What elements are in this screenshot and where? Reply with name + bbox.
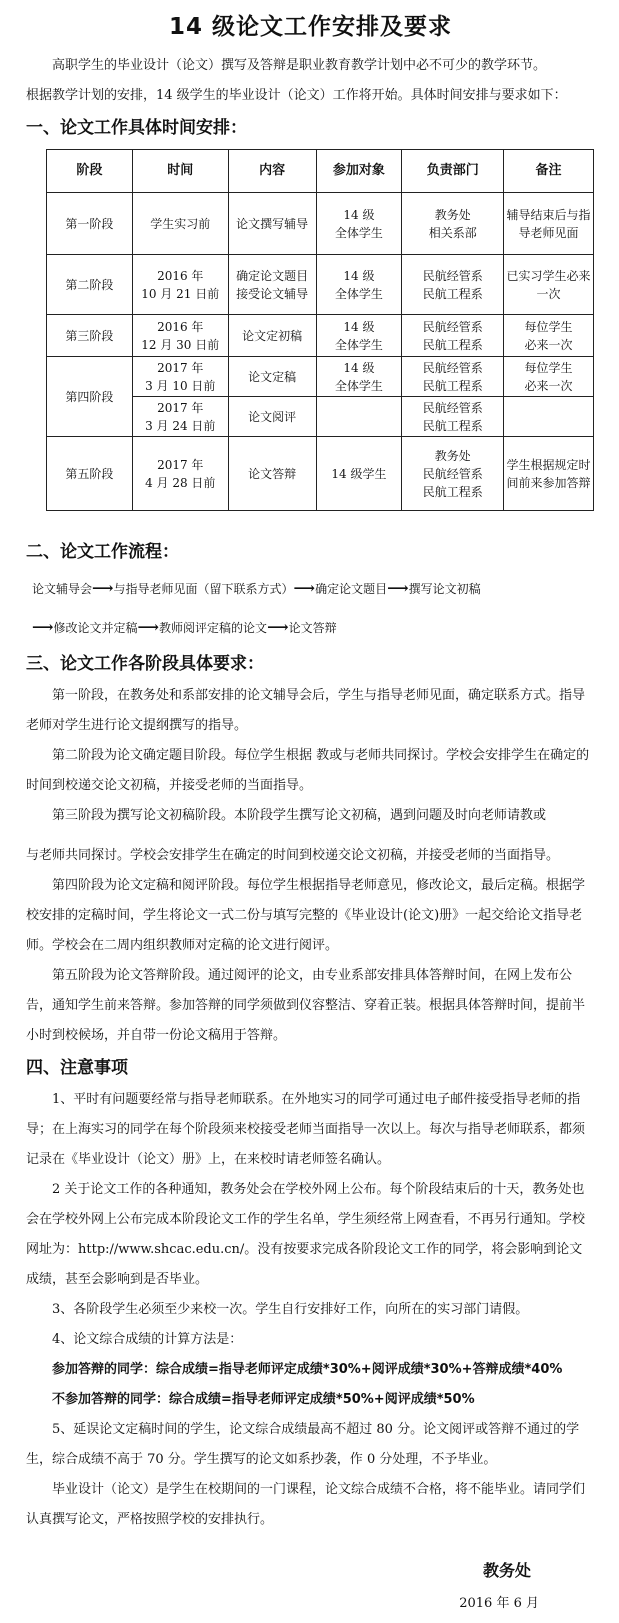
col-header-content: 内容 <box>228 150 316 193</box>
table-cell: 教务处 民航经管系 民航工程系 <box>402 437 504 511</box>
table-cell: 论文答辩 <box>228 437 316 511</box>
table-row <box>47 255 594 315</box>
flow-step: 教师阅评定稿的论文 <box>159 621 268 635</box>
arrow-right-icon: ⟶ <box>267 618 289 636</box>
note-paragraph: 5、延误论文定稿时间的学生，论文综合成绩最高不超过 80 分。论文阅评或答辩不通过的学生，综合成绩不高于 70 分。学生撰写的论文如系抄袭，作 0 分处理，不予毕业。 <box>26 1422 580 1467</box>
intro-paragraph-2: 根据教学计划的安排，14 级学生的毕业设计（论文）工作将开始。具体时间安排与要求如下： <box>26 88 567 103</box>
arrow-right-icon: ⟶ <box>32 618 54 636</box>
table-cell: 每位学生 必来一次 <box>504 357 594 397</box>
table-cell: 14 级 全体学生 <box>316 255 402 315</box>
table-header-row <box>47 150 594 193</box>
table-cell: 民航经管系 民航工程系 <box>402 255 504 315</box>
stage-paragraph: 与老师共同探讨。学校会安排学生在确定的时间到校递交论文初稿，并接受老师的当面指导。 <box>26 848 560 863</box>
table-cell: 第四阶段 <box>47 357 133 437</box>
table-cell: 学生根据规定时间前来参加答辩 <box>504 437 594 511</box>
section-3-heading: 三、论文工作各阶段具体要求： <box>26 654 264 674</box>
arrow-right-icon: ⟶ <box>387 579 409 597</box>
stage-paragraph: 第四阶段为论文定稿和阅评阶段。每位学生根据指导老师意见，修改论文，最后定稿。根据学校安排的定稿时间，学生将论文一式二份与填写完整的《毕业设计(论文)册》一起交给论文指导老师。学校会在二周内组织教师对定稿的论文进行阅评。 <box>26 878 586 953</box>
page-title: 14 级论文工作安排及要求 <box>168 14 452 40</box>
flow-step: 修改论文并定稿 <box>53 621 138 635</box>
table-cell: 教务处 相关系部 <box>402 193 504 255</box>
stage-paragraph: 第三阶段为撰写论文初稿阶段。本阶段学生撰写论文初稿，遇到问题及时向老师请教或 <box>52 808 547 823</box>
table-cell: 已实习学生必来一次 <box>504 255 594 315</box>
table-cell: 民航经管系 民航工程系 <box>402 315 504 357</box>
table-cell: 论文定稿 <box>228 357 316 397</box>
table-cell: 2017 年 4 月 28 日前 <box>132 437 228 511</box>
stage-paragraph: 第五阶段为论文答辩阶段。通过阅评的论文，由专业系部安排具体答辩时间，在网上发布公告，通知学生前来答辩。参加答辩的同学须做到仪容整洁、穿着正装。根据具体答辩时间，提前半小时到校候场，并自带一份论文稿用于答辩。 <box>26 968 586 1043</box>
col-header-participants: 参加对象 <box>316 150 402 193</box>
table-cell: 论文阅评 <box>228 397 316 437</box>
table-cell: 2017 年 3 月 10 日前 <box>132 357 228 397</box>
table-cell: 学生实习前 <box>132 193 228 255</box>
table-cell: 论文定初稿 <box>228 315 316 357</box>
section-1-heading: 一、论文工作具体时间安排： <box>26 118 247 138</box>
arrow-right-icon: ⟶ <box>293 579 316 597</box>
schedule-table <box>46 149 594 511</box>
table-cell: 确定论文题目接受论文辅导 <box>228 255 316 315</box>
note-paragraph: 毕业设计（论文）是学生在校期间的一门课程，论文综合成绩不合格，将不能毕业。请同学们认真撰写论文，严格按照学校的安排执行。 <box>26 1482 586 1527</box>
workflow-line-1 <box>32 569 595 608</box>
table-cell: 第五阶段 <box>47 437 133 511</box>
table-cell: 14 级 全体学生 <box>316 315 402 357</box>
table-row <box>47 315 594 357</box>
table-row <box>47 357 594 397</box>
note-paragraph: 4、论文综合成绩的计算方法是： <box>52 1332 243 1347</box>
formula-without-defense: 不参加答辩的同学：综合成绩=指导老师评定成绩*50%+阅评成绩*50% <box>52 1392 475 1407</box>
col-header-remarks: 备注 <box>504 150 594 193</box>
table-cell: 民航经管系 民航工程系 <box>402 357 504 397</box>
section-2-heading: 二、论文工作流程： <box>26 542 179 562</box>
col-header-department: 负责部门 <box>402 150 504 193</box>
table-cell: 2017 年 3 月 24 日前 <box>132 397 228 437</box>
table-cell: 14 级 全体学生 <box>316 357 402 397</box>
flow-step: 确定论文题目 <box>315 582 388 596</box>
table-cell <box>504 397 594 437</box>
flow-step: 论文答辩 <box>288 621 337 635</box>
col-header-time: 时间 <box>132 150 228 193</box>
table-cell: 第三阶段 <box>47 315 133 357</box>
formula-with-defense: 参加答辩的同学：综合成绩=指导老师评定成绩*30%+阅评成绩*30%+答辩成绩*40% <box>52 1362 563 1377</box>
table-cell: 2016 年 12 月 30 日前 <box>132 315 228 357</box>
table-cell: 14 级 全体学生 <box>316 193 402 255</box>
col-header-stage: 阶段 <box>47 150 133 193</box>
arrow-right-icon: ⟶ <box>137 618 160 636</box>
table-cell: 第一阶段 <box>47 193 133 255</box>
issue-date: 2016 年 6 月 <box>459 1596 539 1611</box>
flow-step: 撰写论文初稿 <box>408 582 481 596</box>
intro-paragraph-1: 高职学生的毕业设计（论文）撰写及答辩是职业教育教学计划中必不可少的教学环节。 <box>52 58 547 73</box>
table-cell: 辅导结束后与指导老师见面 <box>504 193 594 255</box>
stage-paragraph: 第一阶段，在教务处和系部安排的论文辅导会后，学生与指导老师见面，确定联系方式。指导老师对学生进行论文提纲撰写的指导。 <box>26 688 586 733</box>
stage-paragraph: 第二阶段为论文确定题目阶段。每位学生根据 教或与老师共同探讨。学校会安排学生在确定的时间到校递交论文初稿，并接受老师的当面指导。 <box>26 748 590 793</box>
table-cell <box>316 397 402 437</box>
note-paragraph: 1、平时有问题要经常与指导老师联系。在外地实习的同学可通过电子邮件接受指导老师的指导；在上海实习的同学在每个阶段须来校接受老师当面指导一次以上。每次与指导老师联系，都须记录在《毕业设计（论文）册》上，在来校时请老师签名确认。 <box>26 1092 586 1167</box>
table-row <box>47 193 594 255</box>
table-cell: 2016 年 10 月 21 日前 <box>132 255 228 315</box>
flow-step: 与指导老师见面（留下联系方式） <box>113 582 294 596</box>
table-cell: 每位学生 必来一次 <box>504 315 594 357</box>
issuer-signature: 教务处 <box>482 1561 531 1580</box>
table-cell: 第二阶段 <box>47 255 133 315</box>
note-paragraph: 3、各阶段学生必须至少来校一次。学生自行安排好工作，向所在的实习部门请假。 <box>52 1302 529 1317</box>
workflow-line-2 <box>32 608 595 647</box>
table-row <box>47 437 594 511</box>
note-paragraph: 2 关于论文工作的各种通知，教务处会在学校外网上公布。每个阶段结束后的十天，教务处也会在学校外网上公布完成本阶段论文工作的学生名单，学生须经常上网查看，不再另行通知。学校网址为：http://www.shcac.edu.cn/。没有按要求完成各阶段论文工作的同学，将会影响到论文成绩，甚至会影响到是否毕业。 <box>26 1182 586 1287</box>
section-4-heading: 四、注意事项 <box>26 1058 128 1078</box>
flow-step: 论文辅导会 <box>32 582 93 596</box>
table-cell: 民航经管系 民航工程系 <box>402 397 504 437</box>
arrow-right-icon: ⟶ <box>92 579 114 597</box>
table-cell: 论文撰写辅导 <box>228 193 316 255</box>
table-cell: 14 级学生 <box>316 437 402 511</box>
